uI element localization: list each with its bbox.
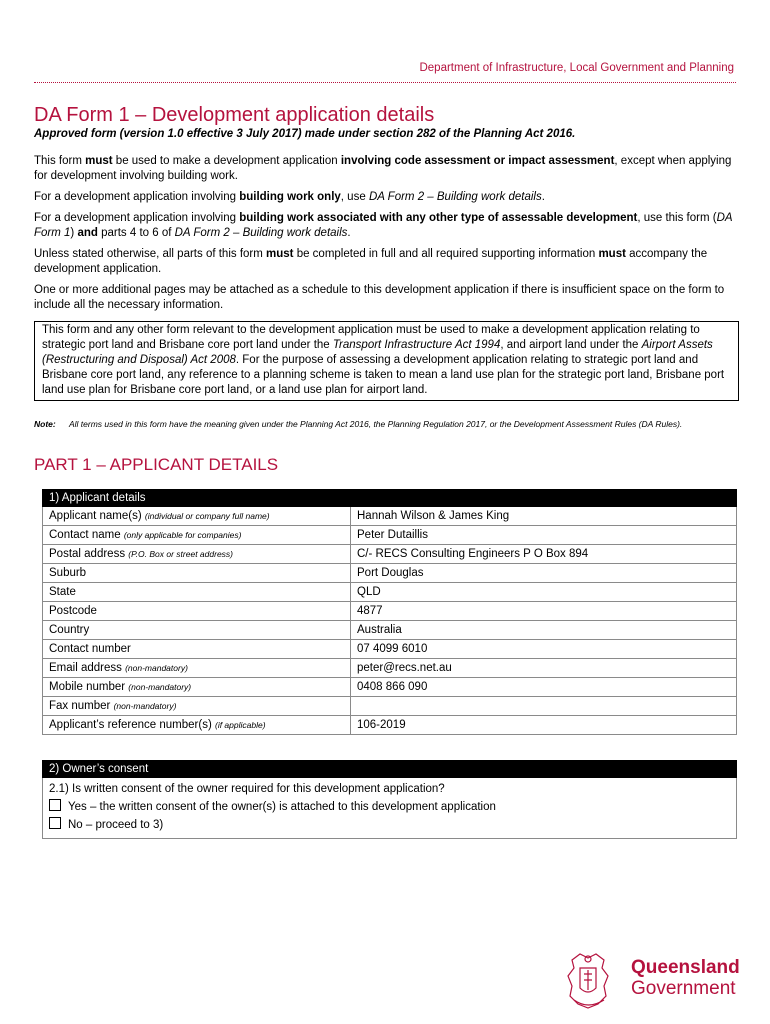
field-label: Contact name (only applicable for companies) [43, 526, 351, 545]
field-label: Country [43, 621, 351, 640]
field-value[interactable]: 07 4099 6010 [351, 640, 737, 659]
owner-consent-no-option[interactable]: No – proceed to 3) [49, 816, 730, 834]
intro-paragraph-4: Unless stated otherwise, all parts of this form must be completed in full and all required supporting information must accompany the development application. [34, 248, 708, 275]
logo-text-queensland: Queensland [631, 957, 740, 978]
intro-paragraph-3: For a development application involving building work associated with any other type of assessable development, use this form (DA Form 1) and parts 4 to 6 of DA Form 2 – Building work details. [34, 212, 733, 239]
header-divider [34, 82, 736, 83]
terms-note [34, 418, 714, 430]
owner-consent-question: 2.1) Is written consent of the owner required for this development application? [49, 783, 445, 795]
table-row [43, 526, 737, 545]
field-label: Applicant’s reference number(s) (if applicable) [43, 716, 351, 735]
table-row [43, 716, 737, 735]
owner-consent-yes-option[interactable]: Yes – the written consent of the owner(s) is attached to this development application [49, 798, 730, 816]
field-value[interactable]: 4877 [351, 602, 737, 621]
table-row [43, 602, 737, 621]
owner-consent-question-row [43, 778, 737, 839]
field-label: Applicant name(s) (individual or company full name) [43, 507, 351, 526]
checkbox-yes[interactable] [49, 799, 61, 811]
applicant-details-table [42, 489, 737, 735]
field-label: Suburb [43, 564, 351, 583]
field-hint: (P.O. Box or street address) [128, 549, 233, 559]
field-label: State [43, 583, 351, 602]
field-value[interactable]: Hannah Wilson & James King [351, 507, 737, 526]
field-value[interactable]: 106-2019 [351, 716, 737, 735]
table-row [43, 545, 737, 564]
intro-text [34, 154, 739, 319]
page-subtitle: Approved form (version 1.0 effective 3 July 2017) made under section 282 of the Planning Act 2016. [34, 128, 576, 140]
field-hint: (only applicable for companies) [123, 530, 242, 540]
intro-paragraph-5: One or more additional pages may be attached as a schedule to this development application if there is insufficient space on the form to include all the necessary information. [34, 284, 725, 311]
field-hint: (non-mandatory) [128, 682, 192, 692]
field-value[interactable]: Peter Dutaillis [351, 526, 737, 545]
field-label: Postal address (P.O. Box or street address) [43, 545, 351, 564]
field-value[interactable]: C/- RECS Consulting Engineers P O Box 894 [351, 545, 737, 564]
field-hint: (individual or company full name) [144, 511, 270, 521]
field-value[interactable]: Port Douglas [351, 564, 737, 583]
table-row [43, 621, 737, 640]
logo-text-government: Government [631, 978, 736, 999]
field-value[interactable]: 0408 866 090 [351, 678, 737, 697]
field-label: Fax number (non-mandatory) [43, 697, 351, 716]
field-hint: (non-mandatory) [125, 663, 188, 673]
applicant-details-header: 1) Applicant details [43, 490, 737, 507]
intro-paragraph-1: This form must be used to make a development application involving code assessment or impact assessment, except when applying for development involving building work. [34, 155, 732, 182]
table-row [43, 583, 737, 602]
field-value[interactable]: peter@recs.net.au [351, 659, 737, 678]
field-label: Mobile number (non-mandatory) [43, 678, 351, 697]
table-row [43, 564, 737, 583]
note-label: Note: [34, 419, 56, 429]
field-value[interactable]: Australia [351, 621, 737, 640]
field-label: Contact number [43, 640, 351, 659]
table-row [43, 640, 737, 659]
owner-consent-header: 2) Owner’s consent [43, 761, 737, 778]
field-value[interactable]: QLD [351, 583, 737, 602]
note-text: All terms used in this form have the meaning given under the Planning Act 2016, the Planning Regulation 2017, or the Development Assessment Rules (DA Rules). [69, 419, 683, 429]
intro-paragraph-2: For a development application involving building work only, use DA Form 2 – Building work details. [34, 191, 545, 203]
page-title: DA Form 1 – Development application details [34, 104, 435, 126]
field-hint: (if applicable) [214, 720, 266, 730]
table-row [43, 507, 737, 526]
field-label: Email address (non-mandatory) [43, 659, 351, 678]
part1-title: PART 1 – APPLICANT DETAILS [34, 455, 279, 474]
field-hint: (non-mandatory) [113, 701, 177, 711]
checkbox-no[interactable] [49, 817, 61, 829]
port-land-info-box: This form and any other form relevant to the development application must be used to make a development application relating to strategic port land and Brisbane core port land under the Transport Infrastructure Act 1994, and airport land under the Airport Assets (Restructuring and Disposal) Act 2008. For the purpose of assessing a development application relating to strategic port land and Brisbane core port land, any reference to a planning scheme is taken to mean a land use plan for the strategic port land, Brisbane port land use plan for Brisbane core port land, or a land use plan for airport land. [34, 321, 739, 401]
department-name: Department of Infrastructure, Local Government and Planning [419, 62, 734, 74]
table-row [43, 697, 737, 716]
table-row [43, 678, 737, 697]
table-row [43, 659, 737, 678]
field-label: Postcode [43, 602, 351, 621]
owner-consent-table [42, 760, 737, 839]
field-value[interactable] [351, 697, 737, 716]
